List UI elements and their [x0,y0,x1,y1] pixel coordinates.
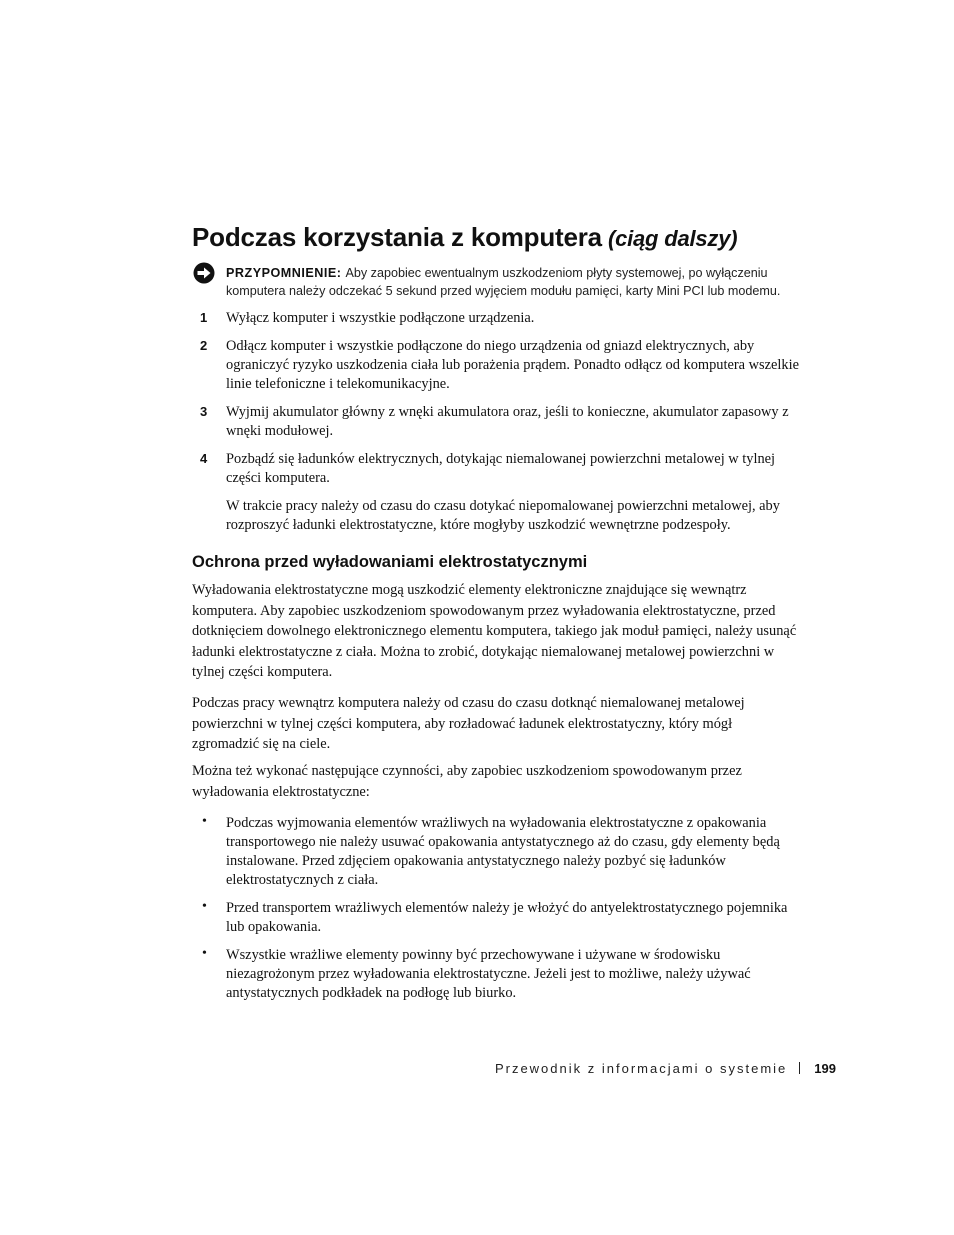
step-text: Pozbądź się ładunków elektrycznych, dotykając niemalowanej powierzchni metalowej w tylnej części komputera. [226,451,776,486]
step-number: 1 [200,310,208,325]
bullet-item [200,946,800,1003]
bullet-text: Przed transportem wrażliwych elementów należy je włożyć do antyelektrostatycznego pojemnika lub opakowania. [226,900,788,935]
step-number: 2 [200,338,208,353]
step-number: 4 [200,451,208,466]
step-number: 3 [200,404,208,419]
step-text: Wyłącz komputer i wszystkie podłączone urządzenia. [226,310,535,326]
bullet-text: Podczas wyjmowania elementów wrażliwych na wyładowania elektrostatyczne z opakowania transportowego nie należy usuwać opakowania antystatycznego aż do czasu, gdy elementy będą instalowane. Przed zdjęciem opakowania antystatycznego należy pozbyć się ładunków elektrostatycznych z ciała. [226,815,780,888]
bullet-list [200,814,800,1012]
page-title [192,222,737,253]
bullet-dot: • [202,814,207,829]
body-paragraph: Podczas pracy wewnątrz komputera należy od czasu do czasu dotknąć niemalowanej metalowej powierzchni w tylnej części komputera, aby rozładować ładunek elektrostatyczny, który mógł zgromadzić się na ciele. [192,695,745,752]
steps-list [200,309,800,544]
step-item [200,450,800,535]
footer-title: Przewodnik z informacjami o systemie [494,1061,788,1076]
title-main: Podczas korzystania z komputera [192,222,602,252]
step-item [200,309,800,328]
bullet-item [200,814,800,890]
bullet-text: Wszystkie wrażliwe elementy powinny być przechowywane i używane w środowisku niezagrożonym przez wyładowania elektrostatyczne. Jeżeli jest to możliwe, należy używać antystatycznych podkładek na podłogę lub biurko. [226,947,751,1001]
footer-separator [799,1062,800,1074]
notice-icon [193,262,215,284]
section-heading: Ochrona przed wyładowaniami elektrostatycznymi [192,553,588,571]
page-number: 199 [814,1061,836,1076]
step-item [200,403,800,441]
bullet-item [200,899,800,937]
step-text: Odłącz komputer i wszystkie podłączone do niego urządzenia od gniazd elektrycznych, aby ograniczyć ryzyko uszkodzenia ciała lub porażenia prądem. Ponadto odłącz od komputera wszelkie linie telefoniczne i telekomunikacyjne. [226,338,799,392]
notice-body: Aby zapobiec ewentualnym uszkodzeniom płyty systemowej, po wyłączeniu komputera należy odczekać 5 sekund przed wyjęciem modułu pamięci, karty Mini PCI lub modemu. [226,266,781,298]
title-continued: (ciąg dalszy) [607,226,738,251]
bullet-dot: • [202,946,207,961]
bullet-dot: • [202,899,207,914]
step-note: W trakcie pracy należy od czasu do czasu dotykać niepomalowanej powierzchni metalowej, aby rozproszyć ładunki elektrostatyczne, które mogłyby uszkodzić wewnętrzne podzespoły. [226,498,780,533]
notice-text [226,264,811,300]
body-paragraph: Wyładowania elektrostatyczne mogą uszkodzić elementy elektroniczne znajdujące się wewnątrz komputera. Aby zapobiec uszkodzeniom spowodowanym przez wyładowania elektrostatyczne, przed dotknięciem dowolnego elektronicznego elementu komputera, takiego jak moduł pamięci, należy usunąć ładunki elektrostatyczne z ciała. Można to zrobić, dotykając niemalowanej metalowej powierzchni w tylnej części komputera. [192,582,797,680]
page-footer [495,1061,836,1076]
step-text: Wyjmij akumulator główny z wnęki akumulatora oraz, jeśli to konieczne, akumulator zapasowy z wnęki modułowej. [226,404,789,439]
step-item [200,337,800,394]
body-paragraph: Można też wykonać następujące czynności, aby zapobiec uszkodzeniom spowodowanym przez wyładowania elektrostatyczne: [192,763,742,800]
notice-label: PRZYPOMNIENIE: [226,266,342,280]
